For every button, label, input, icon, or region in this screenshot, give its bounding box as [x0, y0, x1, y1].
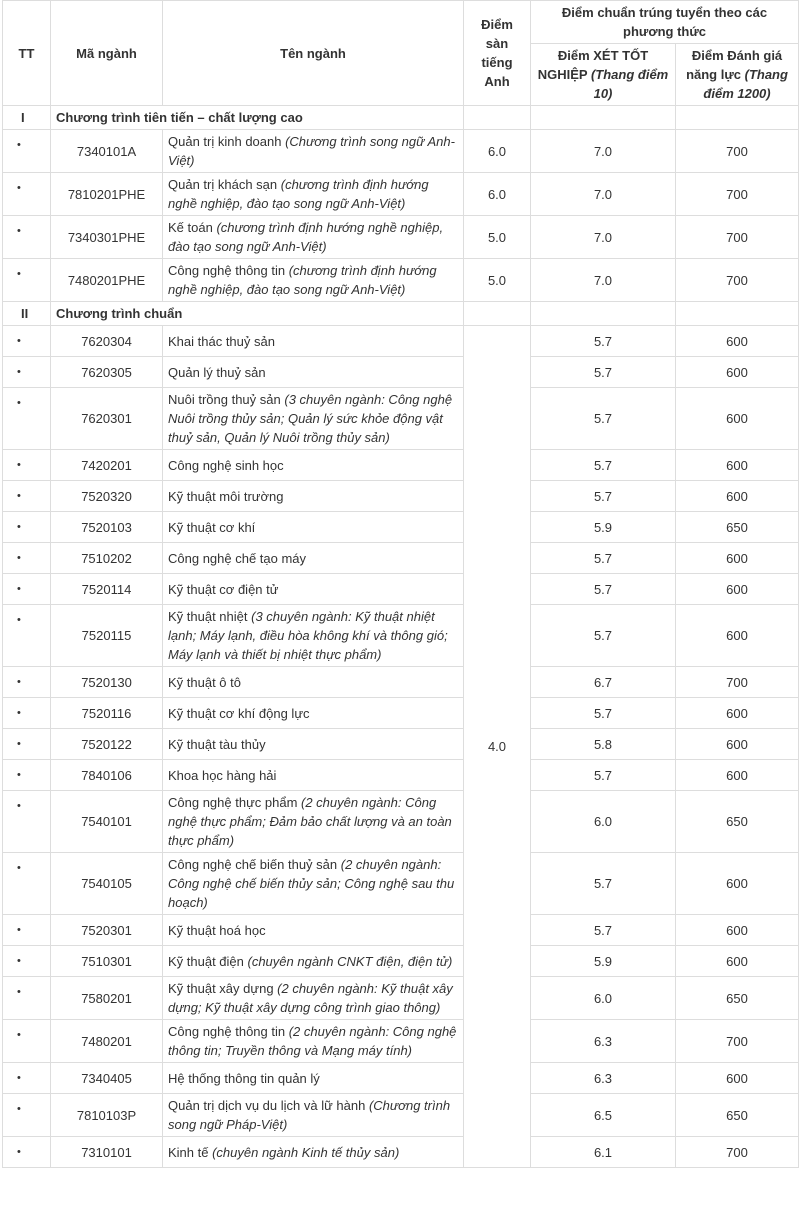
major-note: (chương trình định hướng nghề nghiệp, đào tạo song ngữ Anh-Việt)	[168, 263, 437, 297]
table-row	[3, 259, 799, 302]
major-code: 7810201PHE	[51, 173, 163, 216]
major-name: Công nghệ sinh học	[168, 457, 284, 473]
graduation-score: 6.3	[531, 1020, 676, 1063]
major-code: 7340301PHE	[51, 216, 163, 259]
major-name-cell	[163, 481, 464, 512]
header-code: Mã ngành	[51, 1, 163, 106]
major-name: Kỹ thuật cơ điện tử	[168, 581, 279, 597]
table-row	[3, 729, 799, 760]
section-number: I	[3, 106, 51, 130]
major-code: 7340405	[51, 1063, 163, 1094]
bullet: •	[3, 853, 51, 915]
graduation-score: 6.7	[531, 667, 676, 698]
bullet: •	[3, 259, 51, 302]
table-row	[3, 946, 799, 977]
major-name: Kỹ thuật tàu thủy	[168, 736, 266, 752]
aptitude-score: 600	[676, 481, 799, 512]
table-row	[3, 543, 799, 574]
major-name-cell	[163, 1137, 464, 1168]
bullet: •	[3, 574, 51, 605]
aptitude-score: 600	[676, 357, 799, 388]
graduation-score: 7.0	[531, 216, 676, 259]
major-note: (2 chuyên ngành: Công nghệ chế biến thủy sản; Công nghệ sau thu hoạch)	[168, 857, 455, 910]
major-name: Kỹ thuật hoá học	[168, 922, 266, 938]
english-min-score: 6.0	[464, 173, 531, 216]
major-name: Kỹ thuật cơ khí động lực	[168, 705, 310, 721]
major-name-cell	[163, 543, 464, 574]
graduation-score: 5.9	[531, 512, 676, 543]
bullet: •	[3, 216, 51, 259]
major-code: 7520122	[51, 729, 163, 760]
graduation-score: 6.1	[531, 1137, 676, 1168]
major-code: 7520114	[51, 574, 163, 605]
graduation-score: 5.7	[531, 481, 676, 512]
major-note: (chương trình định hướng nghề nghiệp, đào tạo song ngữ Anh-Việt)	[168, 177, 429, 211]
header-dgnl-scale: (Thang điểm 1200)	[703, 67, 788, 101]
bullet: •	[3, 1020, 51, 1063]
major-name-cell	[163, 605, 464, 667]
table-row	[3, 388, 799, 450]
header-xtn	[531, 44, 676, 106]
graduation-score: 7.0	[531, 173, 676, 216]
major-name: Kỹ thuật nhiệt	[168, 609, 252, 624]
table-row	[3, 1094, 799, 1137]
major-name: Kỹ thuật cơ khí	[168, 519, 256, 535]
major-name: Công nghệ thông tin	[168, 1024, 289, 1039]
major-note: (chuyên ngành Kinh tế thủy sản)	[212, 1144, 400, 1160]
table-row	[3, 760, 799, 791]
table-row	[3, 605, 799, 667]
major-code: 7540105	[51, 853, 163, 915]
major-code: 7520116	[51, 698, 163, 729]
empty-cell	[531, 302, 676, 326]
major-code: 7310101	[51, 1137, 163, 1168]
major-code: 7420201	[51, 450, 163, 481]
table-row	[3, 667, 799, 698]
graduation-score: 5.7	[531, 760, 676, 791]
table-row	[3, 1063, 799, 1094]
bullet: •	[3, 1137, 51, 1168]
table-row	[3, 357, 799, 388]
major-name: Kỹ thuật xây dựng	[168, 981, 278, 996]
table-row	[3, 698, 799, 729]
major-name-cell	[163, 1094, 464, 1137]
aptitude-score: 600	[676, 760, 799, 791]
aptitude-score: 700	[676, 130, 799, 173]
major-name-cell	[163, 216, 464, 259]
major-code: 7840106	[51, 760, 163, 791]
table-body	[3, 106, 799, 1168]
table-row	[3, 915, 799, 946]
major-name-cell	[163, 574, 464, 605]
graduation-score: 5.7	[531, 605, 676, 667]
major-code: 7810103P	[51, 1094, 163, 1137]
major-name-cell	[163, 1063, 464, 1094]
aptitude-score: 650	[676, 977, 799, 1020]
graduation-score: 7.0	[531, 259, 676, 302]
header-xtn-scale: (Thang điểm 10)	[590, 67, 669, 101]
major-name-cell	[163, 512, 464, 543]
graduation-score: 6.0	[531, 791, 676, 853]
bullet: •	[3, 946, 51, 977]
english-min-score: 4.0	[464, 326, 531, 1168]
bullet: •	[3, 173, 51, 216]
major-name: Công nghệ chế tạo máy	[168, 550, 307, 566]
header-dgnl	[676, 44, 799, 106]
aptitude-score: 650	[676, 512, 799, 543]
graduation-score: 5.7	[531, 450, 676, 481]
major-name: Quản trị kinh doanh	[168, 134, 286, 149]
major-note: (Chương trình song ngữ Pháp-Việt)	[168, 1098, 451, 1132]
aptitude-score: 600	[676, 574, 799, 605]
graduation-score: 5.7	[531, 853, 676, 915]
graduation-score: 5.7	[531, 543, 676, 574]
major-note: (2 chuyên ngành: Công nghệ thực phẩm; Đảm bảo chất lượng và an toàn thực phẩm)	[168, 795, 452, 848]
major-name-cell	[163, 259, 464, 302]
major-name: Hệ thống thông tin quản lý	[168, 1070, 320, 1086]
section-title: Chương trình chuẩn	[51, 302, 464, 326]
table-row	[3, 481, 799, 512]
major-note: (Chương trình song ngữ Anh-Việt)	[168, 134, 455, 168]
empty-cell	[464, 302, 531, 326]
major-name-cell	[163, 357, 464, 388]
header-english: Điểm sàn tiếng Anh	[464, 1, 531, 106]
major-code: 7540101	[51, 791, 163, 853]
graduation-score: 5.7	[531, 388, 676, 450]
major-code: 7520301	[51, 915, 163, 946]
major-note: (chuyên ngành CNKT điện, điện tử)	[247, 953, 453, 969]
major-name: Khoa học hàng hải	[168, 767, 277, 783]
major-name-cell	[163, 388, 464, 450]
section-row	[3, 106, 799, 130]
major-code: 7520115	[51, 605, 163, 667]
major-note: (3 chuyên ngành: Kỹ thuật nhiệt lạnh; Máy lạnh, điều hòa không khí và thông gió; Máy lạnh và thiết bị nhiệt thực phẩm)	[168, 609, 448, 662]
table-row	[3, 977, 799, 1020]
major-name-cell	[163, 915, 464, 946]
major-name: Quản trị dịch vụ du lịch và lữ hành	[168, 1098, 369, 1113]
bullet: •	[3, 388, 51, 450]
major-name-cell	[163, 1020, 464, 1063]
major-name-cell	[163, 853, 464, 915]
table-row	[3, 450, 799, 481]
graduation-score: 5.7	[531, 698, 676, 729]
major-code: 7620304	[51, 326, 163, 357]
major-code: 7480201	[51, 1020, 163, 1063]
major-name: Nuôi trồng thuỷ sản	[168, 392, 285, 407]
aptitude-score: 650	[676, 791, 799, 853]
empty-cell	[531, 106, 676, 130]
bullet: •	[3, 1063, 51, 1094]
aptitude-score: 600	[676, 698, 799, 729]
major-name-cell	[163, 760, 464, 791]
bullet: •	[3, 698, 51, 729]
major-code: 7620301	[51, 388, 163, 450]
table-row	[3, 512, 799, 543]
aptitude-score: 600	[676, 605, 799, 667]
bullet: •	[3, 791, 51, 853]
section-number: II	[3, 302, 51, 326]
major-name: Kế toán	[168, 220, 217, 235]
major-note: (3 chuyên ngành: Công nghệ Nuôi trồng thủy sản; Quản lý sức khỏe động vật thuỷ sản, Quản lý Nuôi trồng thủy sản)	[168, 392, 453, 445]
major-code: 7480201PHE	[51, 259, 163, 302]
empty-cell	[464, 106, 531, 130]
table-header	[3, 1, 799, 106]
major-code: 7520103	[51, 512, 163, 543]
aptitude-score: 600	[676, 326, 799, 357]
major-name-cell	[163, 946, 464, 977]
bullet: •	[3, 760, 51, 791]
major-name-cell	[163, 450, 464, 481]
graduation-score: 6.3	[531, 1063, 676, 1094]
bullet: •	[3, 977, 51, 1020]
major-name-cell	[163, 698, 464, 729]
header-dgnl-label: Điểm Đánh giá năng lực	[686, 48, 783, 82]
table-row	[3, 574, 799, 605]
major-name-cell	[163, 173, 464, 216]
bullet: •	[3, 1094, 51, 1137]
graduation-score: 6.0	[531, 977, 676, 1020]
section-title: Chương trình tiên tiến – chất lượng cao	[51, 106, 464, 130]
major-code: 7340101A	[51, 130, 163, 173]
bullet: •	[3, 512, 51, 543]
major-name-cell	[163, 667, 464, 698]
major-name-cell	[163, 977, 464, 1020]
major-name: Kỹ thuật ô tô	[168, 674, 241, 690]
header-method-group: Điểm chuẩn trúng tuyển theo các phương thức	[531, 1, 799, 44]
aptitude-score: 600	[676, 729, 799, 760]
bullet: •	[3, 450, 51, 481]
major-name: Quản trị khách sạn	[168, 177, 281, 192]
table-row	[3, 1020, 799, 1063]
admission-score-table	[2, 0, 799, 1168]
bullet: •	[3, 481, 51, 512]
major-code: 7580201	[51, 977, 163, 1020]
graduation-score: 5.7	[531, 326, 676, 357]
aptitude-score: 650	[676, 1094, 799, 1137]
aptitude-score: 700	[676, 259, 799, 302]
aptitude-score: 700	[676, 173, 799, 216]
major-name: Khai thác thuỷ sản	[168, 333, 275, 349]
graduation-score: 7.0	[531, 130, 676, 173]
bullet: •	[3, 605, 51, 667]
major-code: 7510301	[51, 946, 163, 977]
major-code: 7620305	[51, 357, 163, 388]
aptitude-score: 600	[676, 388, 799, 450]
aptitude-score: 600	[676, 543, 799, 574]
major-name: Quản lý thuỷ sản	[168, 364, 266, 380]
aptitude-score: 600	[676, 1063, 799, 1094]
english-min-score: 6.0	[464, 130, 531, 173]
graduation-score: 5.7	[531, 915, 676, 946]
major-code: 7520130	[51, 667, 163, 698]
major-name: Kỹ thuật môi trường	[168, 488, 284, 504]
section-row	[3, 302, 799, 326]
table-row	[3, 1137, 799, 1168]
bullet: •	[3, 326, 51, 357]
major-name: Kỹ thuật điện	[168, 953, 248, 969]
table-row	[3, 326, 799, 357]
aptitude-score: 700	[676, 1137, 799, 1168]
graduation-score: 5.7	[531, 357, 676, 388]
header-tt: TT	[3, 1, 51, 106]
table-row	[3, 216, 799, 259]
aptitude-score: 700	[676, 1020, 799, 1063]
empty-cell	[676, 106, 799, 130]
major-note: (2 chuyên ngành: Kỹ thuật xây dựng; Kỹ thuật xây dựng công trình giao thông)	[168, 981, 453, 1015]
major-name: Công nghệ chế biến thuỷ sản	[168, 857, 341, 872]
aptitude-score: 600	[676, 946, 799, 977]
bullet: •	[3, 729, 51, 760]
empty-cell	[676, 302, 799, 326]
graduation-score: 6.5	[531, 1094, 676, 1137]
major-name-cell	[163, 791, 464, 853]
aptitude-score: 600	[676, 853, 799, 915]
graduation-score: 5.7	[531, 574, 676, 605]
bullet: •	[3, 915, 51, 946]
aptitude-score: 700	[676, 216, 799, 259]
major-note: (2 chuyên ngành: Công nghệ thông tin; Truyền thông và Mạng máy tính)	[168, 1024, 457, 1058]
aptitude-score: 600	[676, 450, 799, 481]
graduation-score: 5.9	[531, 946, 676, 977]
english-min-score: 5.0	[464, 259, 531, 302]
table-row	[3, 853, 799, 915]
major-name: Kinh tế	[168, 1144, 213, 1160]
bullet: •	[3, 357, 51, 388]
major-name-cell	[163, 729, 464, 760]
english-min-score: 5.0	[464, 216, 531, 259]
major-name: Công nghệ thông tin	[168, 263, 289, 278]
bullet: •	[3, 130, 51, 173]
header-xtn-label: Điểm XÉT TỐT NGHIỆP	[537, 48, 649, 82]
table-row	[3, 791, 799, 853]
table-row	[3, 173, 799, 216]
bullet: •	[3, 543, 51, 574]
aptitude-score: 700	[676, 667, 799, 698]
major-code: 7510202	[51, 543, 163, 574]
aptitude-score: 600	[676, 915, 799, 946]
graduation-score: 5.8	[531, 729, 676, 760]
major-note: (chương trình định hướng nghề nghiệp, đào tạo song ngữ Anh-Việt)	[168, 220, 444, 254]
table-row	[3, 130, 799, 173]
major-name-cell	[163, 130, 464, 173]
header-name: Tên ngành	[163, 1, 464, 106]
major-name: Công nghệ thực phẩm	[168, 795, 302, 810]
major-code: 7520320	[51, 481, 163, 512]
major-name-cell	[163, 326, 464, 357]
bullet: •	[3, 667, 51, 698]
